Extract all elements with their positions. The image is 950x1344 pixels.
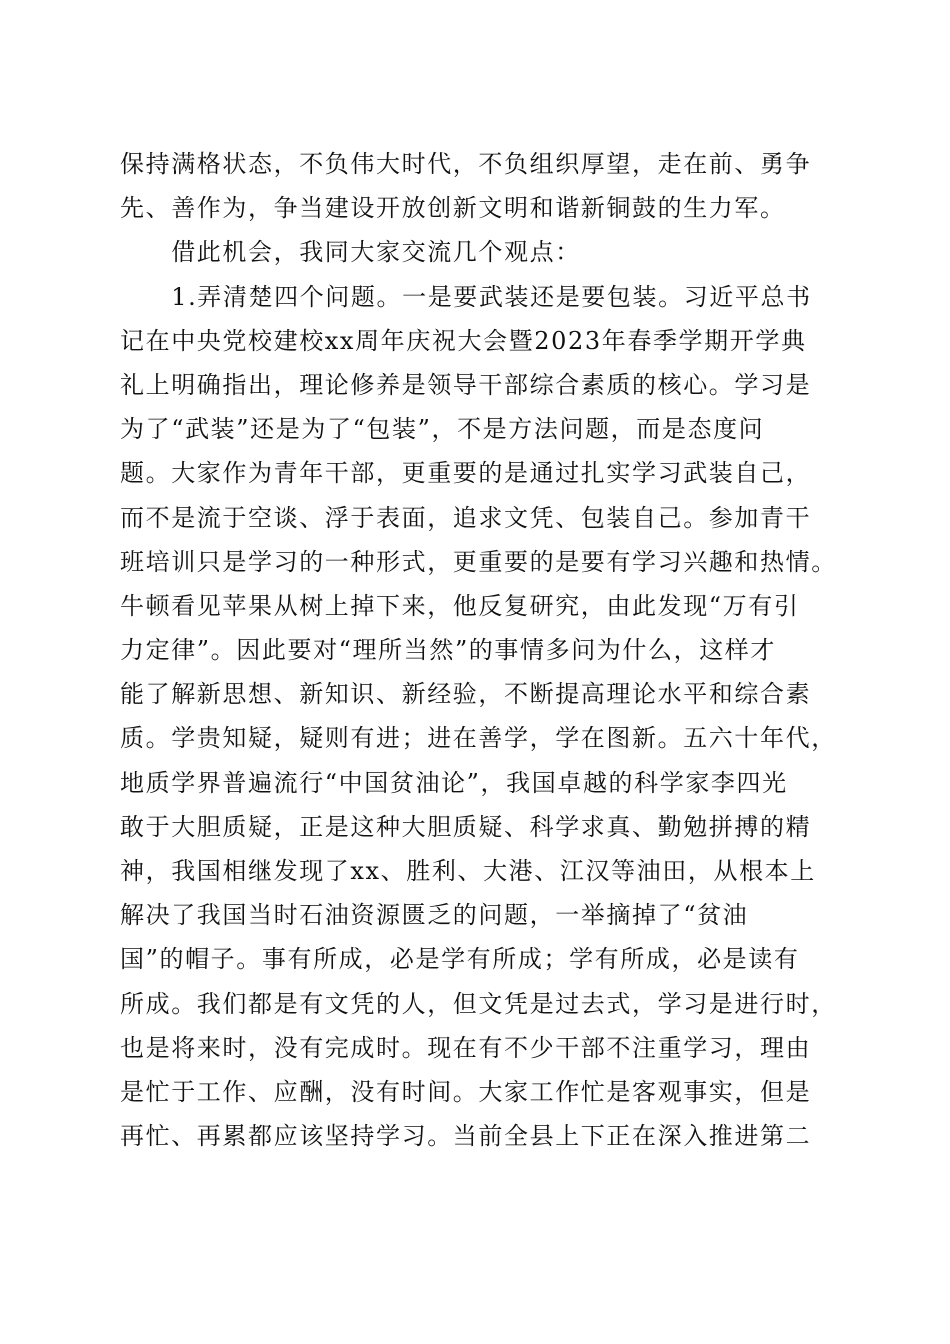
body-text: [120, 142, 840, 1158]
text-line-4: 1.弄清楚四个问题。一是要武装还是要包装。习近平总书: [120, 282, 812, 311]
text-line-15: 地质学界普遍流行“中国贫油论”，我国卓越的科学家李四光: [120, 768, 788, 797]
text-line-6: 礼上明确指出，理论修养是领导干部综合素质的核心。学习是: [120, 370, 812, 399]
text-line-5: 记在中央党校建校xx周年庆祝大会暨2023年春季学期开学典: [120, 326, 807, 355]
text-line-18: 解决了我国当时石油资源匮乏的问题，一举摘掉了“贫油: [120, 901, 749, 930]
text-line-17: 神，我国相继发现了xx、胜利、大港、江汉等油田，从根本上: [120, 857, 816, 885]
text-line-1: 保持满格状态，不负伟大时代，不负组织厚望，走在前、勇争: [120, 150, 812, 178]
text-line-14: 质。学贵知疑，疑则有进；进在善学，学在图新。五六十年代，: [120, 724, 837, 753]
text-line-2: 先、善作为，争当建设开放创新文明和谐新铜鼓的生力军。: [120, 194, 786, 223]
text-line-3: 借此机会，我同大家交流几个观点：: [120, 238, 581, 267]
text-line-10: 班培训只是学习的一种形式，更重要的是要有学习兴趣和热情。: [120, 547, 837, 576]
text-line-9: 而不是流于空谈、浮于表面，追求文凭、包装自己。参加青干: [120, 503, 812, 532]
text-line-21: 也是将来时，没有完成时。现在有不少干部不注重学习，理由: [120, 1033, 812, 1062]
text-line-20: 所成。我们都是有文凭的人，但文凭是过去式，学习是进行时，: [120, 989, 837, 1018]
text-line-7: 为了“武装”还是为了“包装”，不是方法问题，而是态度问: [120, 415, 765, 444]
text-line-16: 敢于大胆质疑，正是这种大胆质疑、科学求真、勤勉拼搏的精: [120, 812, 812, 841]
text-line-11: 牛顿看见苹果从树上掉下来，他反复研究，由此发现“万有引: [120, 591, 800, 620]
text-line-13: 能了解新思想、新知识、新经验，不断提高理论水平和综合素: [120, 680, 812, 709]
text-line-12: 力定律”。因此要对“理所当然”的事情多问为什么，这样才: [120, 636, 777, 665]
text-line-8: 题。大家作为青年干部，更重要的是通过扎实学习武装自己，: [120, 459, 812, 488]
text-line-22: 是忙于工作、应酬，没有时间。大家工作忙是客观事实，但是: [120, 1077, 812, 1106]
text-line-19: 国”的帽子。事有所成，必是学有所成；学有所成，必是读有: [120, 945, 800, 974]
text-line-23: 再忙、再累都应该坚持学习。当前全县上下正在深入推进第二: [120, 1122, 812, 1151]
